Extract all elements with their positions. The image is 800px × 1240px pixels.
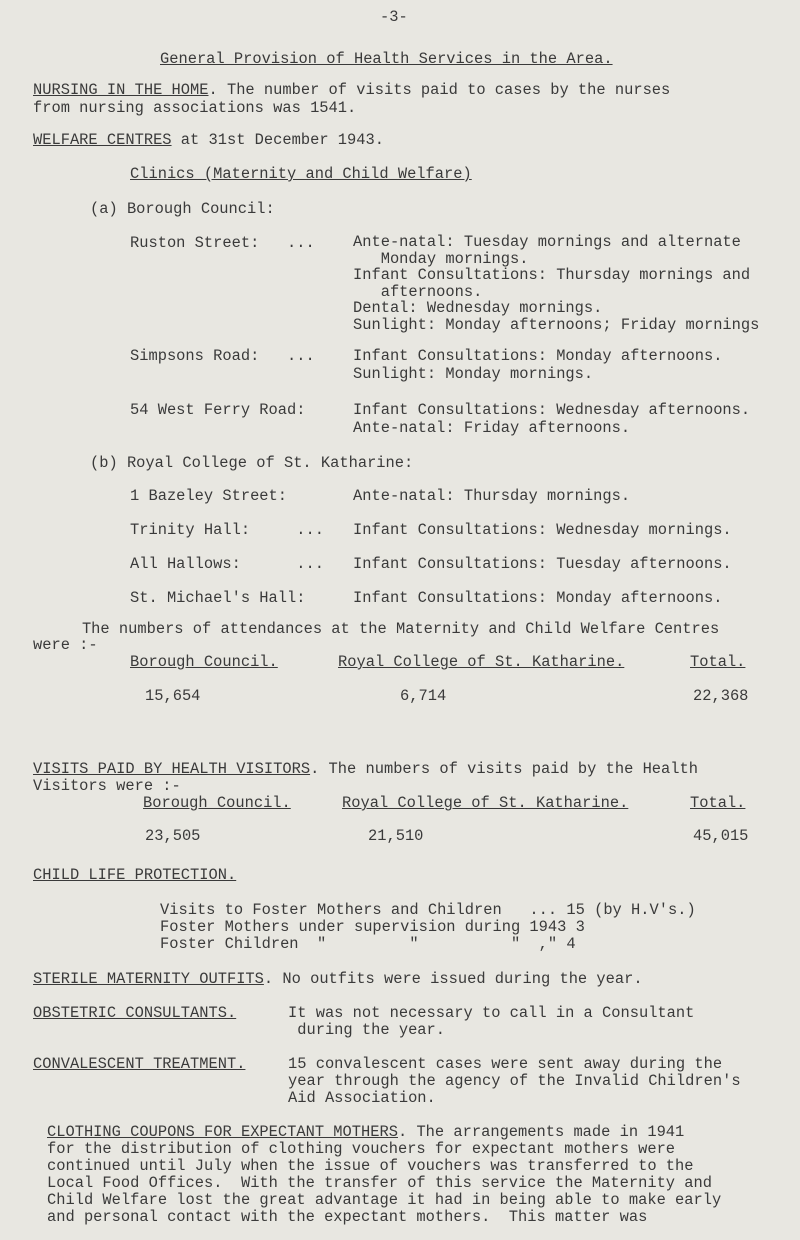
ruston-schedule: Ante-natal: Tuesday mornings and alternate Monday mornings. Infant Consultations: Thursday mornings and afternoons. Dental: Wednesday mornings. Sunlight: Monday afternoons; Friday mornings [353, 233, 760, 334]
nursing-text-2: from nursing associations was 1541. [33, 99, 357, 117]
clothing-section [47, 1123, 684, 1141]
child-heading: CHILD LIFE PROTECTION. [33, 866, 237, 884]
nursing-section [33, 81, 670, 99]
simpsons-label: Simpsons Road: ... [130, 347, 315, 365]
clothing-line: for the distribution of clothing vouchers for expectant mothers were [47, 1140, 676, 1158]
clothing-line: Local Food Offices. With the transfer of this service the Maternity and [47, 1174, 712, 1192]
attendances-text: The numbers of attendances at the Maternity and Child Welfare Centres [45, 620, 720, 638]
child-line: Visits to Foster Mothers and Children ... 15 (by H.V's.) [160, 901, 696, 919]
convalescent-line: 15 convalescent cases were sent away during the [288, 1055, 723, 1073]
nursing-heading: NURSING IN THE HOME [33, 81, 209, 99]
ferry-label: 54 West Ferry Road: [130, 401, 306, 419]
obstetric-line: during the year. [288, 1021, 446, 1039]
sterile-heading: STERILE MATERNITY OUTFITS [33, 970, 264, 988]
visits-value: 23,505 [145, 827, 201, 845]
attendance-value: 6,714 [400, 687, 447, 705]
obstetric-heading: OBSTETRIC CONSULTANTS. [33, 1004, 237, 1022]
attendances-text-2: were :- [33, 636, 98, 654]
col-header: Royal College of St. Katharine. [342, 794, 629, 812]
clinics-heading: Clinics (Maternity and Child Welfare) [130, 165, 472, 183]
borough-council-label: (a) Borough Council: [90, 200, 275, 218]
b-row-value: Infant Consultations: Wednesday mornings. [353, 521, 732, 539]
nursing-text: . The number of visits paid to cases by the nurses [208, 81, 671, 99]
welfare-section [33, 131, 384, 149]
b-row-label: 1 Bazeley Street: [130, 487, 288, 505]
convalescent-heading: CONVALESCENT TREATMENT. [33, 1055, 246, 1073]
b-row-label: St. Michael's Hall: [130, 589, 306, 607]
b-row-label: All Hallows: ... [130, 555, 324, 573]
welfare-text: at 31st December 1943. [171, 131, 384, 149]
col-header: Borough Council. [130, 653, 278, 671]
convalescent-line: Aid Association. [288, 1089, 436, 1107]
obstetric-line: It was not necessary to call in a Consultant [288, 1004, 695, 1022]
attendance-value: 15,654 [145, 687, 201, 705]
sterile-section [33, 970, 643, 988]
b-row-value: Ante-natal: Thursday mornings. [353, 487, 631, 505]
royal-college-label: (b) Royal College of St. Katharine: [90, 454, 414, 472]
child-line: Foster Mothers under supervision during 1943 3 [160, 918, 585, 936]
clothing-line: continued until July when the issue of vouchers was transferred to the [47, 1157, 694, 1175]
visits-text-2: Visitors were :- [33, 777, 181, 795]
col-header: Royal College of St. Katharine. [338, 653, 625, 671]
clothing-text: . The arrangements made in 1941 [397, 1123, 685, 1141]
page-number: -3- [380, 8, 408, 26]
b-row-value: Infant Consultations: Tuesday afternoons. [353, 555, 732, 573]
visits-value: 21,510 [368, 827, 424, 845]
child-line: Foster Children " " " ," 4 [160, 935, 576, 953]
b-row-label: Trinity Hall: ... [130, 521, 324, 539]
ferry-schedule: Infant Consultations: Wednesday afternoons. Ante-natal: Friday afternoons. [353, 401, 751, 437]
col-header: Borough Council. [143, 794, 291, 812]
visits-text: . The numbers of visits paid by the Health [310, 760, 698, 778]
simpsons-schedule: Infant Consultations: Monday afternoons. Sunlight: Monday mornings. [353, 347, 723, 383]
attendance-value: 22,368 [693, 687, 749, 705]
document-title: General Provision of Health Services in the Area. [160, 50, 613, 68]
col-header: Total. [690, 794, 746, 812]
welfare-heading: WELFARE CENTRES [33, 131, 172, 149]
visits-value: 45,015 [693, 827, 749, 845]
visits-section [33, 760, 698, 778]
clothing-heading: CLOTHING COUPONS FOR EXPECTANT MOTHERS [47, 1123, 398, 1141]
clothing-line: and personal contact with the expectant mothers. This matter was [47, 1208, 648, 1226]
clothing-line: Child Welfare lost the great advantage it had in being able to make early [47, 1191, 722, 1209]
sterile-text: . No outfits were issued during the year. [263, 970, 643, 988]
visits-heading: VISITS PAID BY HEALTH VISITORS [33, 760, 311, 778]
col-header: Total. [690, 653, 746, 671]
convalescent-line: year through the agency of the Invalid Children's [288, 1072, 741, 1090]
ruston-label: Ruston Street: ... [130, 234, 315, 252]
b-row-value: Infant Consultations: Monday afternoons. [353, 589, 723, 607]
